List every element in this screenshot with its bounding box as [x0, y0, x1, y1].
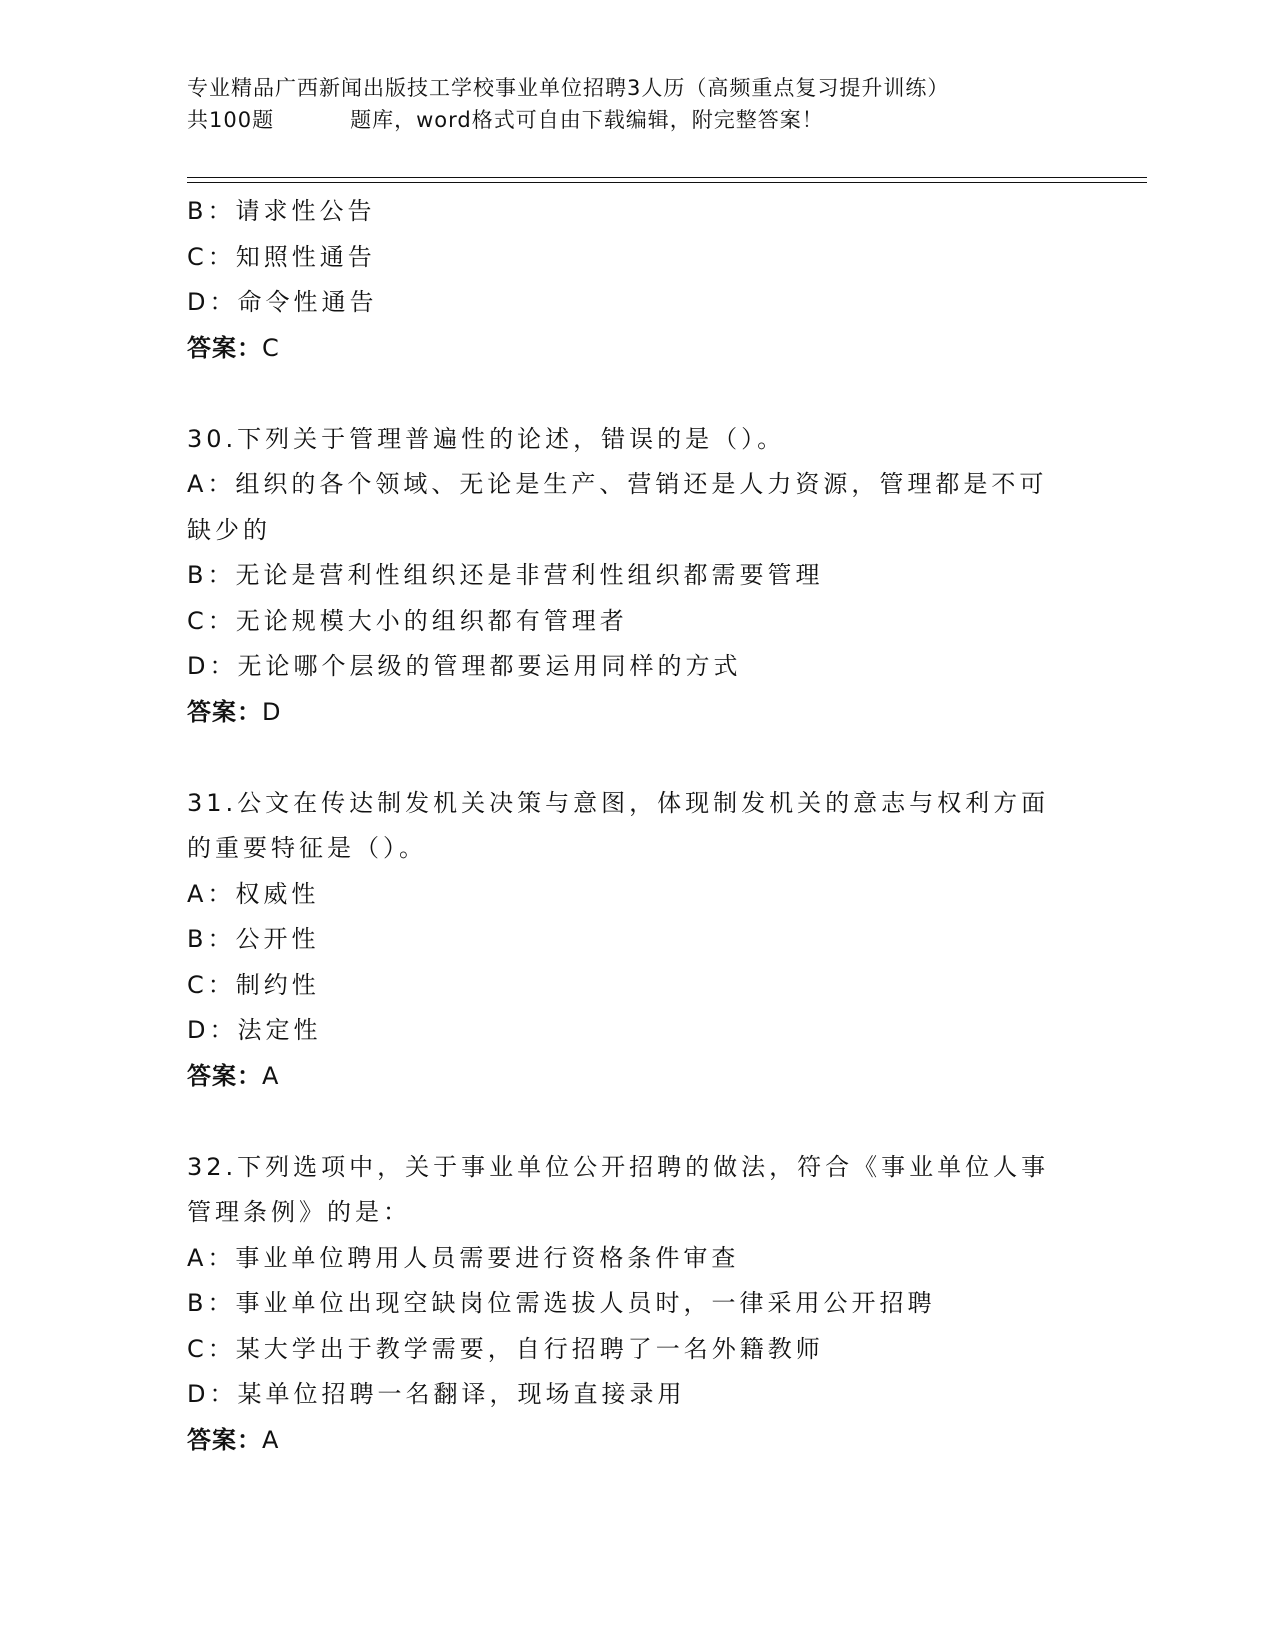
question-stem: 32.下列选项中，关于事业单位公开招聘的做法，符合《事业单位人事: [187, 1152, 1050, 1181]
question-count: 共100题: [187, 108, 275, 132]
answer-label: 答案：: [187, 1425, 262, 1454]
answer-label: 答案：: [187, 1061, 262, 1090]
answer-label: 答案：: [187, 697, 262, 726]
header-divider-bottom: [187, 182, 1147, 183]
option-c: C：制约性: [187, 970, 320, 999]
question-stem-continued: 的重要特征是（）。: [187, 834, 427, 862]
question-stem-continued: 管理条例》的是：: [187, 1198, 411, 1226]
option-b: B：事业单位出现空缺岗位需选拔人员时，一律采用公开招聘: [187, 1289, 936, 1317]
page-header: [187, 72, 1087, 136]
question-block-30: [187, 417, 1087, 736]
answer-value: C: [262, 333, 280, 362]
answer-value: D: [262, 697, 282, 726]
option-d: D：某单位招聘一名翻译，现场直接录用: [187, 1380, 686, 1408]
option-a: A：组织的各个领域、无论是生产、营销还是人力资源，管理都是不可: [187, 470, 1048, 498]
answer-value: A: [262, 1061, 280, 1090]
answer-value: A: [262, 1425, 280, 1454]
answer-line: [187, 1418, 1087, 1464]
question-block-31: [187, 781, 1087, 1100]
option-d: D：无论哪个层级的管理都要运用同样的方式: [187, 652, 742, 680]
header-divider-top: [187, 177, 1147, 178]
option-d: D：命令性通告: [187, 288, 378, 316]
option-a: A：权威性: [187, 879, 320, 908]
option-b: B：请求性公告: [187, 197, 376, 225]
header-subtitle-line: [187, 104, 1087, 136]
question-block-32: [187, 1145, 1087, 1464]
question-stem: 30.下列关于管理普遍性的论述，错误的是（）。: [187, 424, 786, 453]
header-title-line: 专业精品广西新闻出版技工学校事业单位招聘3人历（高频重点复习提升训练）: [187, 76, 950, 100]
answer-line: [187, 690, 1087, 736]
question-stem: 31.公文在传达制发机关决策与意图，体现制发机关的意志与权利方面: [187, 788, 1050, 817]
answer-line: [187, 1054, 1087, 1100]
option-b: B：公开性: [187, 925, 320, 953]
option-a: A：事业单位聘用人员需要进行资格条件审查: [187, 1243, 740, 1272]
option-b: B：无论是营利性组织还是非营利性组织都需要管理: [187, 561, 824, 589]
option-c: C：某大学出于教学需要，自行招聘了一名外籍教师: [187, 1334, 824, 1363]
prev-question-block: [187, 189, 1087, 371]
question-list: [187, 189, 1087, 1463]
download-note: 题库，word格式可自由下载编辑，附完整答案！: [350, 108, 824, 132]
option-c: C：无论规模大小的组织都有管理者: [187, 606, 628, 635]
option-d: D：法定性: [187, 1016, 322, 1044]
option-c: C：知照性通告: [187, 242, 376, 271]
answer-line: [187, 326, 1087, 372]
option-a-continued: 缺少的: [187, 515, 271, 544]
answer-label: 答案：: [187, 333, 262, 362]
